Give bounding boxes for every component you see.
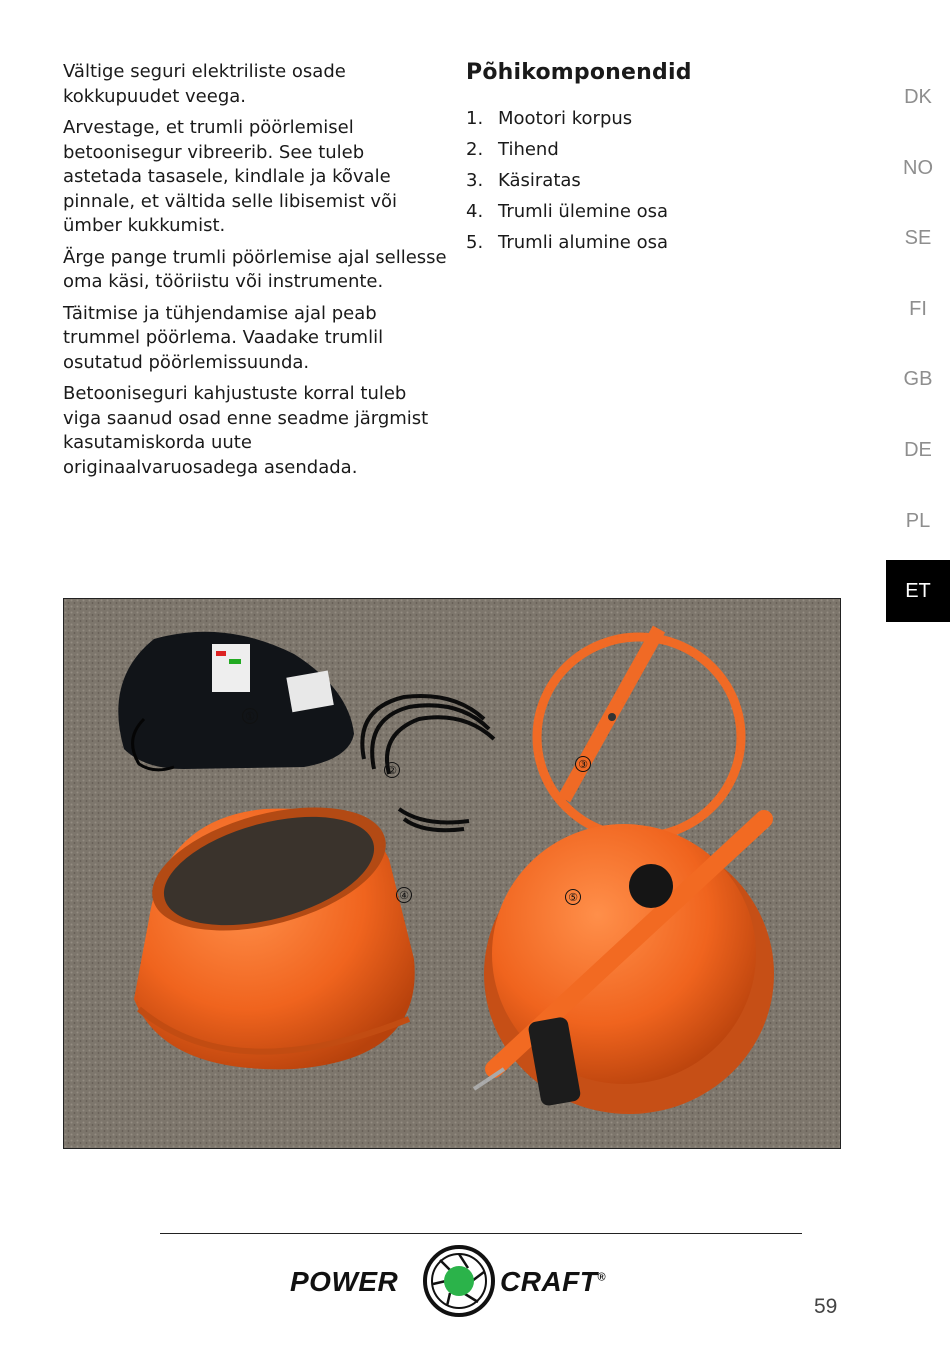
callout-2: ② <box>384 762 400 778</box>
list-item <box>466 165 826 196</box>
components-section <box>466 60 826 258</box>
instruction-paragraph: Vältige seguri elektriliste osade kokkupuudet veega. <box>63 61 346 107</box>
language-tab-fi[interactable]: FI <box>909 297 927 320</box>
power-craft-logo <box>290 1244 620 1318</box>
language-tab-no[interactable]: NO <box>903 156 933 179</box>
list-item-label: Trumli ülemine osa <box>498 201 669 222</box>
language-tab-et[interactable]: ET <box>886 560 950 622</box>
language-tab-pl[interactable]: PL <box>905 509 931 532</box>
list-item-label: Käsiratas <box>498 170 581 191</box>
photo-illustration <box>64 599 841 1149</box>
callout-1: ① <box>242 708 258 724</box>
language-tab-dk[interactable]: DK <box>904 85 932 108</box>
list-item-number: 1. <box>466 108 484 129</box>
page-number: 59 <box>814 1295 838 1318</box>
callout-4: ④ <box>396 887 412 903</box>
instruction-paragraph: Ärge pange trumli pöörlemise ajal sellesse oma käsi, tööriistu või instrumente. <box>63 246 447 292</box>
list-item <box>466 227 826 258</box>
logo-text-craft: CRAFT® <box>500 1266 606 1297</box>
list-item <box>466 196 826 227</box>
instruction-paragraph: Betooniseguri kahjustuste korral tuleb viga saanud osad enne seadme järgmist kasutamiskorda uute originaalvaruosadega asendada. <box>63 383 429 478</box>
list-item-number: 5. <box>466 232 484 253</box>
language-tab-se[interactable]: SE <box>904 226 932 249</box>
instructions-column <box>63 60 448 487</box>
instruction-paragraph: Arvestage, et trumli pöörlemisel betoonisegur vibreerib. See tuleb astetada tasasele, kindlale ja kõvale pinnale, et vältida selle libisemist või ümber kukkumist. <box>63 117 398 236</box>
list-item-number: 3. <box>466 170 484 191</box>
components-heading: Põhikomponendid <box>466 60 692 85</box>
components-list <box>466 103 826 258</box>
language-tab-gb[interactable]: GB <box>903 367 933 390</box>
list-item <box>466 134 826 165</box>
list-item <box>466 103 826 134</box>
list-item-number: 4. <box>466 201 484 222</box>
language-tab-de[interactable]: DE <box>904 438 932 461</box>
list-item-label: Tihend <box>498 139 559 160</box>
list-item-number: 2. <box>466 139 484 160</box>
instruction-paragraph: Täitmise ja tühjendamise ajal peab trummel pöörlema. Vaadake trumlil osutatud pöörlemissuunda. <box>63 302 384 373</box>
footer-divider <box>160 1233 802 1234</box>
components-photo <box>63 598 841 1149</box>
callout-5: ⑤ <box>565 889 581 905</box>
aperture-icon <box>422 1244 496 1318</box>
logo-text-power: POWER <box>290 1266 399 1297</box>
callout-3: ③ <box>575 756 591 772</box>
list-item-label: Mootori korpus <box>498 108 633 129</box>
list-item-label: Trumli alumine osa <box>498 232 669 253</box>
